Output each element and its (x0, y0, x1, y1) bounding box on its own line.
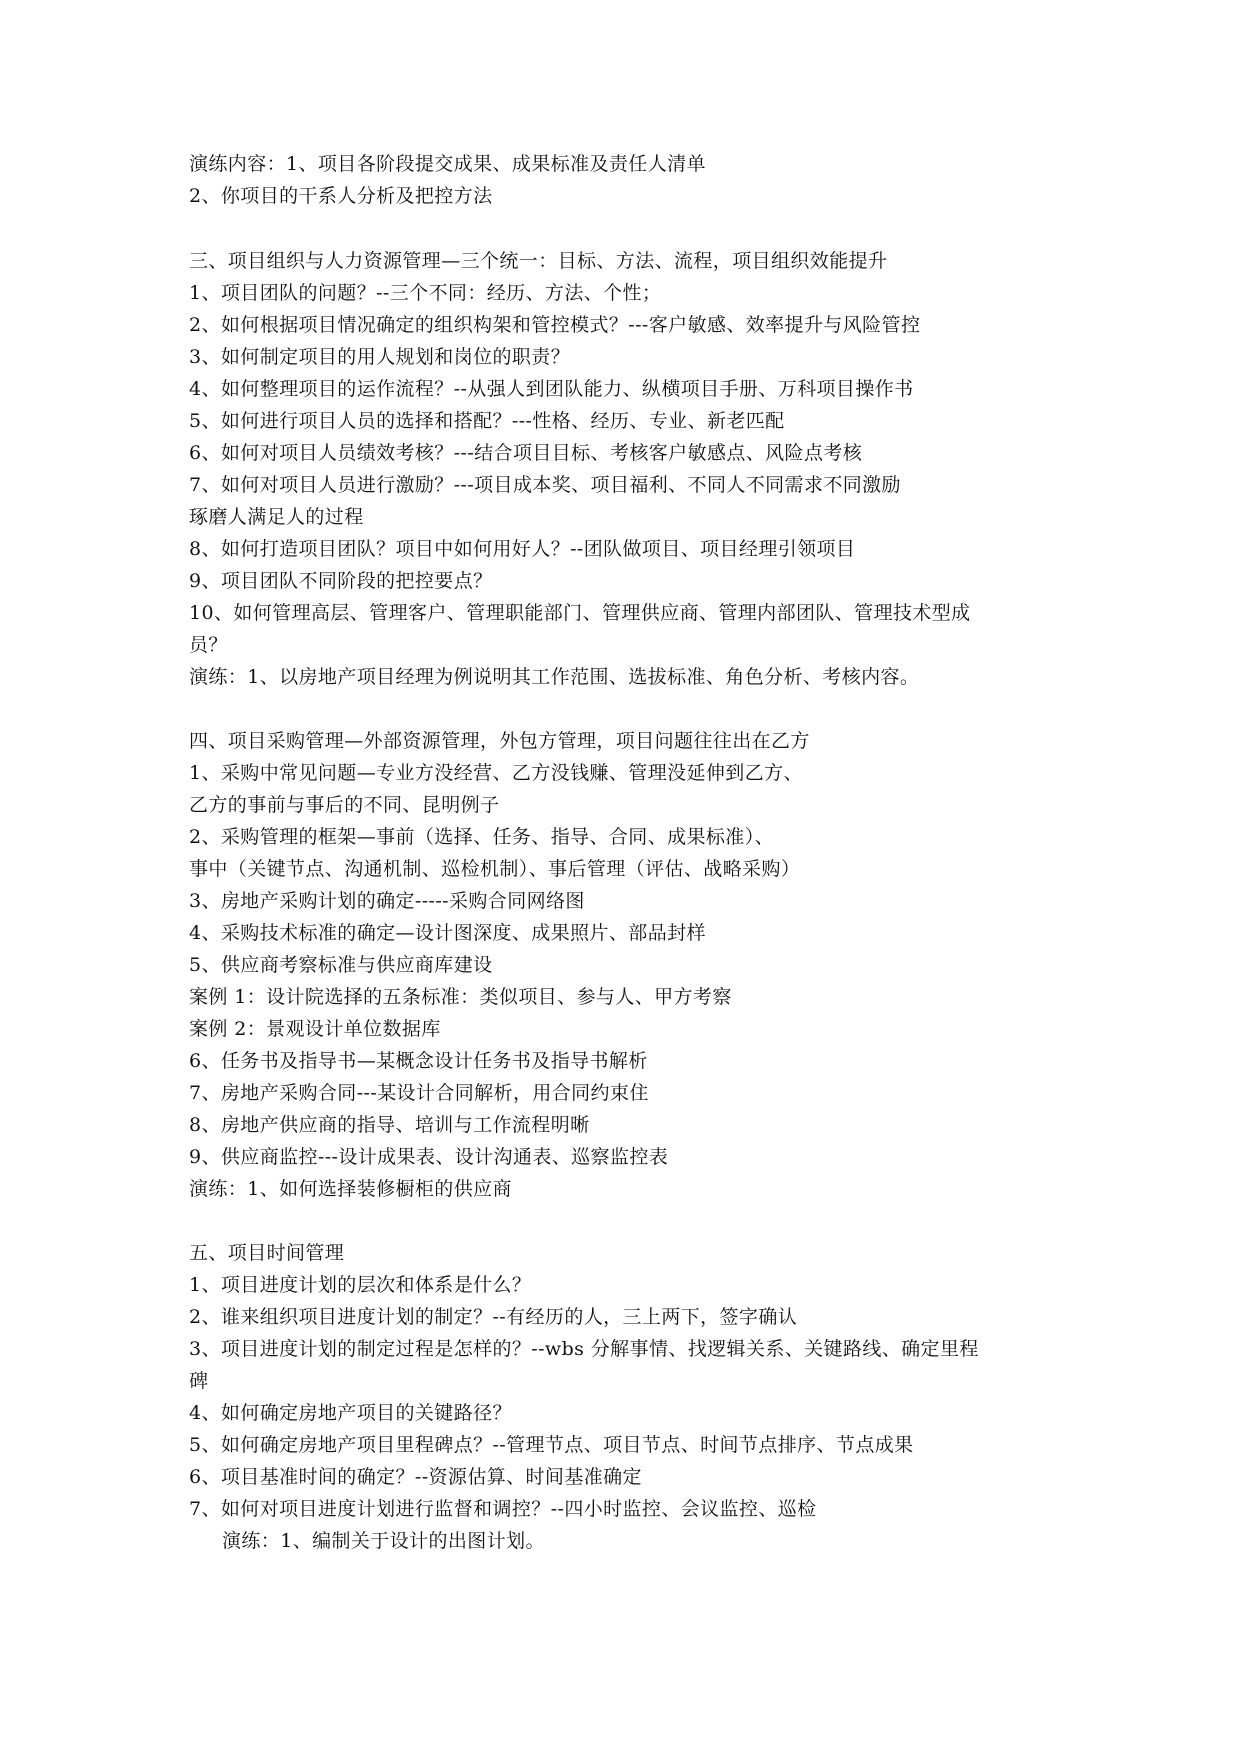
text-line: 7、房地产采购合同---某设计合同解析，用合同约束住 (189, 1082, 649, 1104)
exercise-line: 演练：1、编制关于设计的出图计划。 (222, 1530, 545, 1552)
text-line: 4、采购技术标准的确定—设计图深度、成果照片、部品封样 (189, 922, 706, 944)
text-line: 10、如何管理高层、管理客户、管理职能部门、管理供应商、管理内部团队、管理技术型成 (189, 602, 971, 624)
case-line: 案例 2：景观设计单位数据库 (189, 1018, 441, 1040)
text-line: 3、如何制定项目的用人规划和岗位的职责？ (189, 346, 571, 368)
text-line: 乙方的事前与事后的不同、昆明例子 (189, 794, 500, 816)
text-line: 2、你项目的干系人分析及把控方法 (189, 185, 493, 207)
text-line: 1、采购中常见问题—专业方没经营、乙方没钱赚、管理没延伸到乙方、 (189, 762, 803, 784)
text-line: 6、如何对项目人员绩效考核？---结合项目目标、考核客户敏感点、风险点考核 (189, 442, 863, 464)
text-line: 8、如何打造项目团队？项目中如何用好人？--团队做项目、项目经理引领项目 (189, 538, 856, 560)
text-line: 2、如何根据项目情况确定的组织构架和管控模式？---客户敏感、效率提升与风险管控 (189, 314, 921, 336)
text-line: 5、如何进行项目人员的选择和搭配？---性格、经历、专业、新老匹配 (189, 410, 785, 432)
text-line: 4、如何整理项目的运作流程？--从强人到团队能力、纵横项目手册、万科项目操作书 (189, 378, 914, 400)
section-heading-3: 三、项目组织与人力资源管理—三个统一：目标、方法、流程，项目组织效能提升 (189, 250, 888, 272)
text-line: 1、项目团队的问题？--三个不同：经历、方法、个性； (189, 282, 662, 304)
text-line: 5、如何确定房地产项目里程碑点？--管理节点、项目节点、时间节点排序、节点成果 (189, 1434, 914, 1456)
section-heading-5: 五、项目时间管理 (189, 1242, 345, 1264)
section-heading-4: 四、项目采购管理—外部资源管理，外包方管理，项目问题往往出在乙方 (189, 730, 810, 752)
text-line: 5、供应商考察标准与供应商库建设 (189, 954, 493, 976)
text-line: 3、房地产采购计划的确定-----采购合同网络图 (189, 890, 585, 912)
text-line: 8、房地产供应商的指导、培训与工作流程明晰 (189, 1114, 590, 1136)
text-line: 2、采购管理的框架—事前（选择、任务、指导、合同、成果标准）、 (189, 826, 774, 848)
case-line: 案例 1：设计院选择的五条标准：类似项目、参与人、甲方考察 (189, 986, 732, 1008)
text-line: 琢磨人满足人的过程 (189, 506, 364, 528)
text-line: 事中（关键节点、沟通机制、巡检机制）、事后管理（评估、战略采购） (189, 858, 801, 880)
text-line: 2、谁来组织项目进度计划的制定？--有经历的人，三上两下，签字确认 (189, 1306, 798, 1328)
exercise-line: 演练：1、以房地产项目经理为例说明其工作范围、选拔标准、角色分析、考核内容。 (189, 666, 920, 688)
text-line: 员？ (189, 634, 228, 656)
text-line: 6、项目基准时间的确定？--资源估算、时间基准确定 (189, 1466, 642, 1488)
text-line: 碑 (189, 1370, 209, 1392)
text-line: 9、项目团队不同阶段的把控要点？ (189, 570, 493, 592)
text-line: 1、项目进度计划的层次和体系是什么？ (189, 1274, 532, 1296)
text-line: 3、项目进度计划的制定过程是怎样的？--wbs 分解事情、找逻辑关系、关键路线、确定里程 (189, 1338, 979, 1360)
text-line: 4、如何确定房地产项目的关键路径？ (189, 1402, 512, 1424)
text-line: 7、如何对项目人员进行激励？---项目成本奖、项目福利、不同人不同需求不同激励 (189, 474, 901, 496)
text-line: 7、如何对项目进度计划进行监督和调控？--四小时监控、会议监控、巡检 (189, 1498, 817, 1520)
text-line: 6、任务书及指导书—某概念设计任务书及指导书解析 (189, 1050, 648, 1072)
exercise-line: 演练：1、如何选择装修橱柜的供应商 (189, 1178, 512, 1200)
exercise-line: 演练内容：1、项目各阶段提交成果、成果标准及责任人清单 (189, 153, 706, 175)
text-line: 9、供应商监控---设计成果表、设计沟通表、巡察监控表 (189, 1146, 669, 1168)
